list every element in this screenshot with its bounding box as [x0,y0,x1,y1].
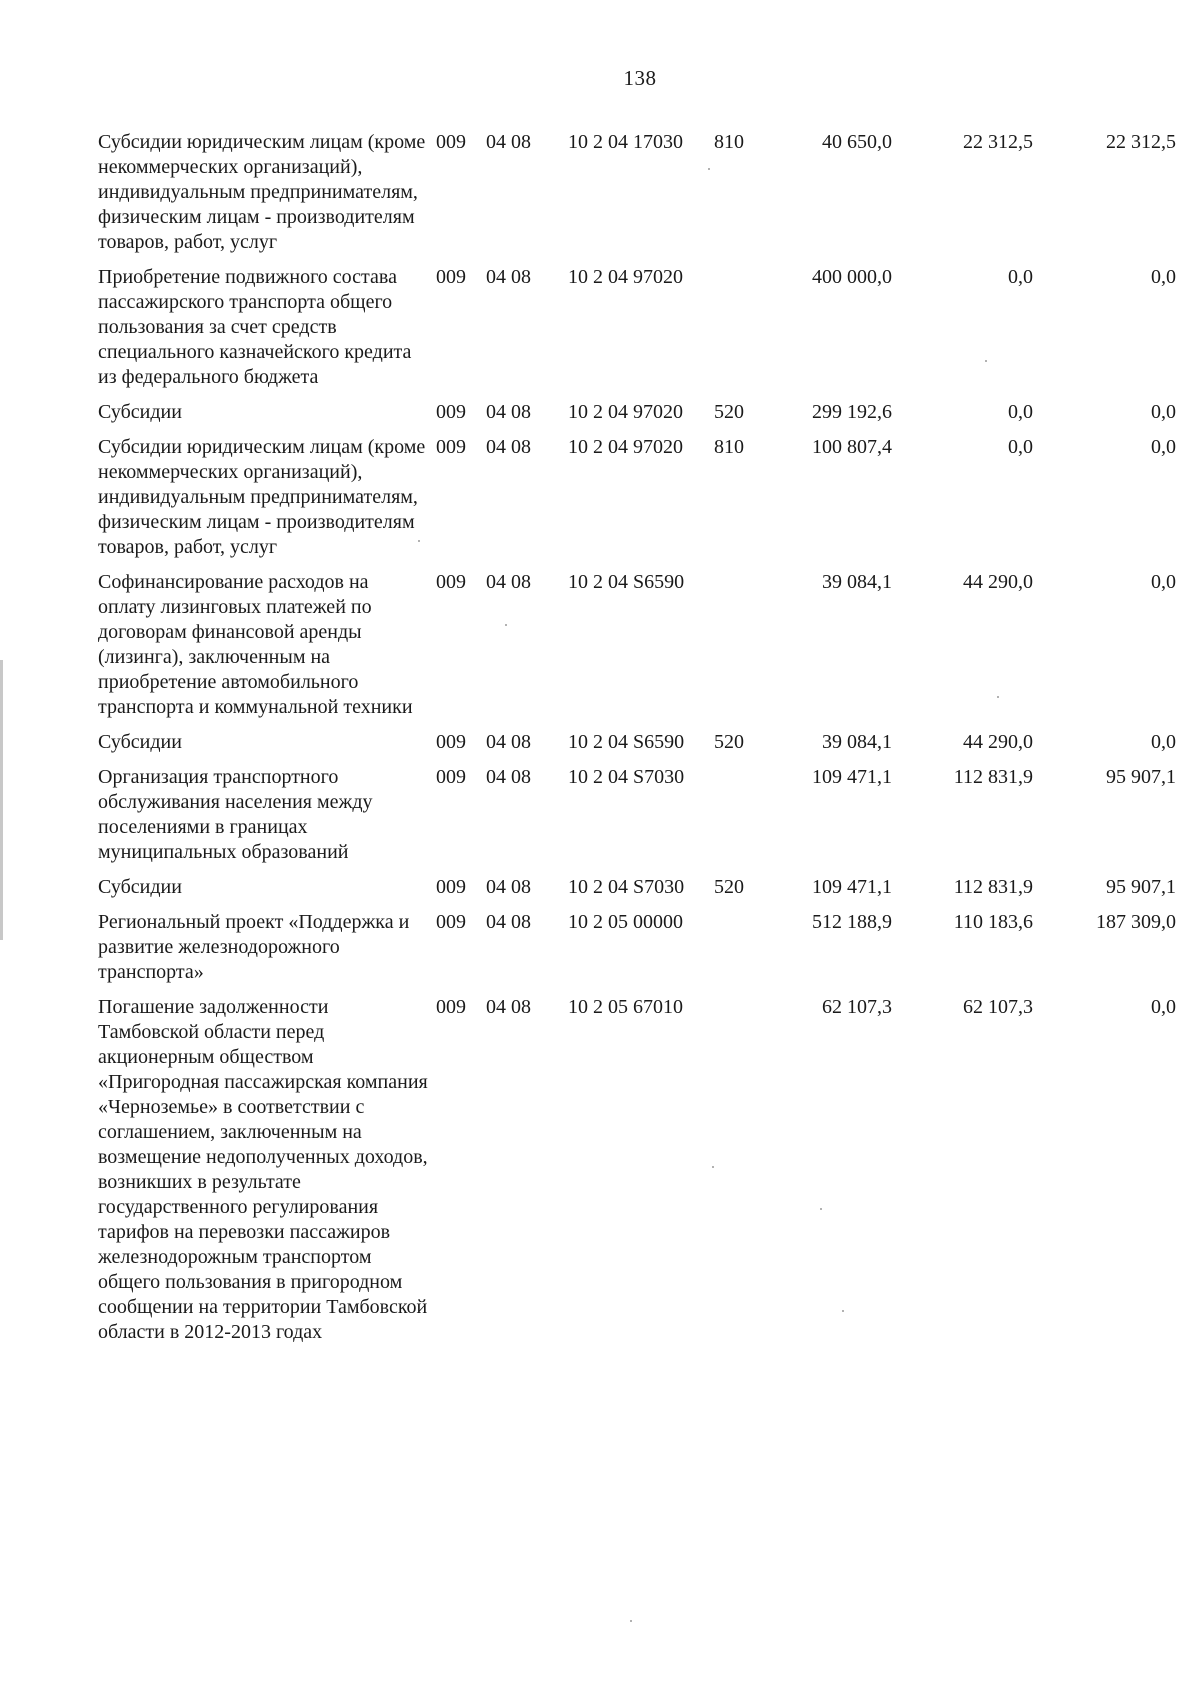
row-rz: 04 08 [486,436,531,458]
row-csr: 10 2 04 17030 [568,131,683,153]
row-ved: 009 [436,571,466,593]
row-sum-1: 299 192,6 [812,401,892,423]
table-row [0,759,1200,869]
table-row [0,124,1200,259]
row-ved: 009 [436,436,466,458]
table-row [0,904,1200,989]
row-sum-1: 512 188,9 [812,911,892,933]
row-rz: 04 08 [486,996,531,1018]
row-rz: 04 08 [486,766,531,788]
row-vr: 520 [714,876,744,898]
row-name: Субсидии [98,401,182,423]
row-sum-1: 39 084,1 [822,731,892,753]
row-csr: 10 2 04 S7030 [568,766,685,788]
row-csr: 10 2 04 S6590 [568,731,685,753]
row-sum-2: 44 290,0 [963,731,1033,753]
row-sum-2: 0,0 [1008,436,1033,458]
row-sum-2: 0,0 [1008,266,1033,288]
page-number: 138 [623,66,657,90]
row-sum-3: 0,0 [1151,731,1176,753]
row-csr: 10 2 04 S7030 [568,876,685,898]
row-rz: 04 08 [486,571,531,593]
row-vr: 810 [714,436,744,458]
budget-table [0,124,1200,1349]
row-ved: 009 [436,266,466,288]
table-row [0,869,1200,904]
table-row [0,429,1200,564]
row-csr: 10 2 05 67010 [568,996,683,1018]
row-rz: 04 08 [486,876,531,898]
row-name: Региональный проект «Поддержка и развитие железнодорожного транспорта» [98,911,410,983]
row-sum-1: 109 471,1 [812,766,892,788]
row-name: Субсидии юридическим лицам (кроме некоммерческих организаций), индивидуальным предпринимателям, физическим лицам - производителям товаров, работ, услуг [98,131,426,253]
row-ved: 009 [436,401,466,423]
row-sum-2: 44 290,0 [963,571,1033,593]
row-ved: 009 [436,911,466,933]
scan-speck [630,1620,632,1622]
row-name: Субсидии [98,876,182,898]
row-vr: 810 [714,131,744,153]
row-ved: 009 [436,766,466,788]
row-ved: 009 [436,131,466,153]
row-ved: 009 [436,876,466,898]
row-sum-1: 100 807,4 [812,436,892,458]
row-sum-3: 95 907,1 [1106,876,1176,898]
row-sum-2: 112 831,9 [953,766,1033,788]
table-row [0,564,1200,724]
row-sum-3: 0,0 [1151,266,1176,288]
row-sum-1: 39 084,1 [822,571,892,593]
row-name: Субсидии юридическим лицам (кроме некоммерческих организаций), индивидуальным предпринимателям, физическим лицам - производителям товаров, работ, услуг [98,436,426,558]
row-name: Приобретение подвижного состава пассажирского транспорта общего пользования за счет средств специального казначейского кредита из федерального бюджета [98,266,412,388]
row-rz: 04 08 [486,266,531,288]
row-sum-2: 62 107,3 [963,996,1033,1018]
row-sum-2: 112 831,9 [953,876,1033,898]
row-csr: 10 2 04 97020 [568,436,683,458]
row-sum-3: 187 309,0 [1096,911,1176,933]
row-sum-3: 95 907,1 [1106,766,1176,788]
row-sum-2: 110 183,6 [953,911,1033,933]
row-name: Софинансирование расходов на оплату лизинговых платежей по договорам финансовой аренды (лизинга), заключенным на приобретение автомобильного транспорта и коммунальной техники [98,571,413,718]
row-sum-1: 40 650,0 [822,131,892,153]
row-csr: 10 2 04 S6590 [568,571,685,593]
row-csr: 10 2 04 97020 [568,266,683,288]
row-rz: 04 08 [486,401,531,423]
row-sum-1: 109 471,1 [812,876,892,898]
row-name: Субсидии [98,731,182,753]
row-csr: 10 2 04 97020 [568,401,683,423]
row-rz: 04 08 [486,731,531,753]
row-vr: 520 [714,731,744,753]
table-row [0,394,1200,429]
table-row [0,989,1200,1349]
table-row [0,724,1200,759]
row-sum-1: 62 107,3 [822,996,892,1018]
row-ved: 009 [436,996,466,1018]
row-sum-3: 0,0 [1151,436,1176,458]
table-row [0,259,1200,394]
row-csr: 10 2 05 00000 [568,911,683,933]
row-vr: 520 [714,401,744,423]
row-ved: 009 [436,731,466,753]
row-rz: 04 08 [486,911,531,933]
row-rz: 04 08 [486,131,531,153]
row-sum-1: 400 000,0 [812,266,892,288]
row-sum-2: 0,0 [1008,401,1033,423]
row-sum-3: 0,0 [1151,996,1176,1018]
row-sum-3: 0,0 [1151,401,1176,423]
row-name: Организация транспортного обслуживания населения между поселениями в границах муниципальных образований [98,766,373,863]
row-name: Погашение задолженности Тамбовской области перед акционерным обществом «Пригородная пассажирская компания «Черноземье» в соответствии с соглашением, заключенным на возмещение недополученных доходов, возникших в результате государственного регулирования тарифов на перевозки пассажиров железнодорожным транспортом общего пользования в пригородном сообщении на территории Тамбовской области в 2012-2013 годах [98,996,428,1343]
row-sum-2: 22 312,5 [963,131,1033,153]
row-sum-3: 22 312,5 [1106,131,1176,153]
row-sum-3: 0,0 [1151,571,1176,593]
